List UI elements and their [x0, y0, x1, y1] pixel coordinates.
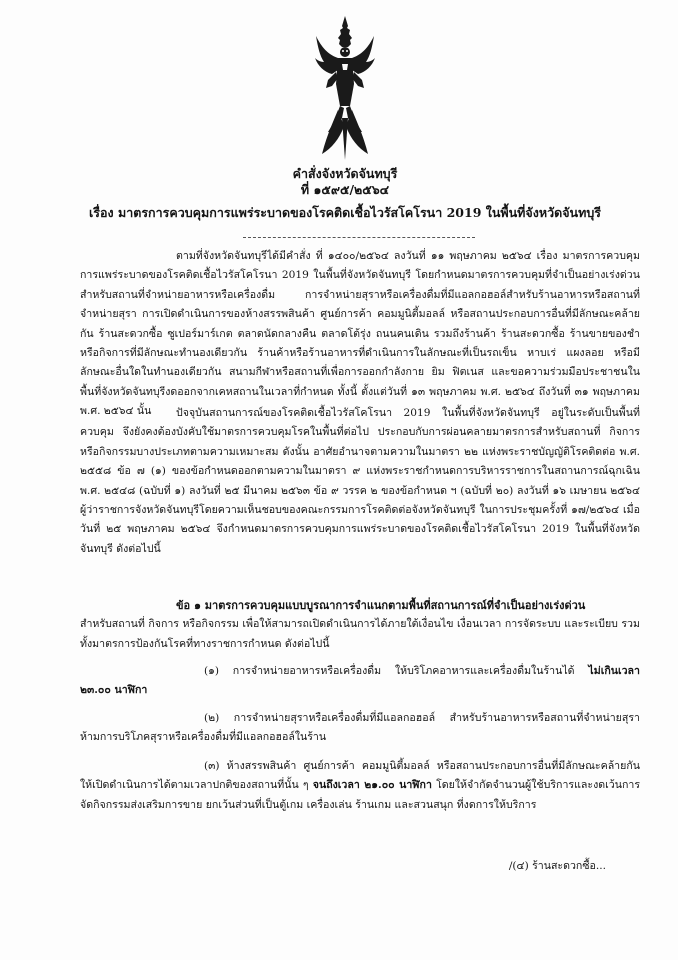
list-item-3-time: จนถึงเวลา ๒๑.๐๐ นาฬิกา	[312, 779, 432, 792]
paragraph-2: ปัจจุบันสถานการณ์ของโรคติดเชื้อไวรัสโคโรนา 2019 ในพื้นที่จังหวัดจันทบุรี อยู่ในระดับเป็นพื้นที่ควบคุม จึงยังคงต้องบังคับใช้มาตรการควบคุมโรคในพื้นที่ต่อไป ประกอบกับการผ่อนคลายมาตรการสำหรับสถานที่ กิจการ หรือกิจกรรมบางประเภทตามความเหมาะสม ดังนั้น อาศัยอำนาจตามความในมาตรา ๒๒ แห่งพระราชบัญญัติโรคติดต่อ พ.ศ. ๒๕๕๘ ข้อ ๗ (๑) ของข้อกำหนดออกตามความในมาตรา ๙ แห่งพระราชกำหนดการบริหารราชการในสถานการณ์ฉุกเฉิน พ.ศ. ๒๕๔๘ (ฉบับที่ ๑) ลงวันที่ ๒๕ มีนาคม ๒๕๖๓ ข้อ ๙ วรรค ๒ ของข้อกำหนด ฯ (ฉบับที่ ๒๐) ลงวันที่ ๑๖ เมษายน ๒๕๖๔ ผู้ว่าราชการจังหวัดจันทบุรีโดยความเห็นชอบของคณะกรรมการโรคติดต่อจังหวัดจันทบุรี ในการประชุมครั้งที่ ๑๗/๒๕๖๔ เมื่อวันที่ ๒๕ พฤษภาคม ๒๕๖๔ จึงกำหนดมาตรการควบคุมการแพร่ระบาดของโรคติดเชื้อไวรัสโคโรนา 2019 ในพื้นที่จังหวัดจันทบุรี ดังต่อไปนี้	[80, 407, 640, 555]
header-divider	[243, 237, 475, 238]
list-item-1	[80, 662, 640, 701]
clause-1-heading: ข้อ ๑ มาตรการควบคุมแบบบูรณาการจำแนกตามพื้นที่สถานการณ์ที่จำเป็นอย่างเร่งด่วน	[176, 599, 586, 612]
org-title: คำสั่งจังหวัดจันทบุรี	[292, 166, 398, 181]
list-item-2-text: (๒) การจำหน่ายสุราหรือเครื่องดื่มที่มีแอลกอฮอล์ สำหรับร้านอาหารหรือสถานที่จำหน่ายสุรา ห้ามการบริโภคสุราหรือเครื่องดื่มที่มีแอลกอฮอล์ในร้าน	[80, 712, 640, 744]
clause-1-body: สำหรับสถานที่ กิจการ หรือกิจกรรม เพื่อให้สามารถเปิดดำเนินการได้ภายใต้เงื่อนไข เงื่อนเวลา การจัดระบบ และระเบียบ รวมทั้งมาตรการป้องกันโรคที่ทางราชการกำหนด ดังต่อไปนี้	[80, 618, 640, 650]
order-number: ที่ ๑๕๙๕/๒๕๖๔	[300, 182, 390, 197]
list-item-1-time: ไม่เกินเวลา ๒๓.๐๐ นาฬิกา	[80, 665, 640, 697]
subject-line: เรื่อง มาตรการควบคุมการแพร่ระบาดของโรคติดเชื้อไวรัสโคโรนา 2019 ในพื้นที่จังหวัดจันทบุรี	[89, 205, 601, 220]
list-item-3	[80, 757, 640, 815]
list-item-2	[80, 709, 640, 748]
continuation-note: /(๔) ร้านสะดวกซื้อ...	[508, 860, 606, 872]
garuda-emblem-icon	[314, 14, 376, 162]
list-item-1-text: (๑) การจำหน่ายอาหารหรือเครื่องดื่ม ให้บริโภคอาหารและเครื่องดื่มในร้านได้	[204, 665, 575, 677]
list-item-3-text: (๓) ห้างสรรพสินค้า ศูนย์การค้า คอมมูนิตี้มอลล์ หรือสถานประกอบการอื่นที่มีลักษณะคล้ายกัน ให้เปิดดำเนินการได้ตามเวลาปกติของสถานที่นั้น ๆ	[80, 760, 640, 792]
clause-1	[80, 596, 640, 654]
list-item-3-rest: โดยให้จำกัดจำนวนผู้ใช้บริการและงดเว้นการจัดกิจกรรมส่งเสริมการขาย ยกเว้นส่วนที่เป็นตู้เกม เครื่องเล่น ร้านเกม และสวนสนุก ที่งดการให้บริการ	[80, 779, 641, 811]
paragraph-1: ตามที่จังหวัดจันทบุรีได้มีคำสั่ง ที่ ๑๔๐๐/๒๕๖๔ ลงวันที่ ๑๑ พฤษภาคม ๒๕๖๔ เรื่อง มาตรการควบคุมการแพร่ระบาดของโรคติดเชื้อไวรัสโคโรนา 2019 ในพื้นที่จังหวัดจันทบุรี โดยกำหนดมาตรการควบคุมที่จำเป็นอย่างเร่งด่วนสำหรับสถานที่จำหน่ายอาหารหรือเครื่องดื่ม การจำหน่ายสุราหรือเครื่องดื่มที่มีแอลกอฮอล์สำหรับร้านอาหารหรือสถานที่จำหน่ายสุรา การเปิดดำเนินการของห้างสรรพสินค้า ศูนย์การค้า คอมมูนิตี้มอลล์ หรือสถานประกอบการอื่นที่มีลักษณะคล้ายกัน ร้านสะดวกซื้อ ซูเปอร์มาร์เกต ตลาดนัดกลางคืน ตลาดโต้รุ่ง ถนนคนเดิน รวมถึงร้านค้า ร้านสะดวกซื้อ ร้านขายของชำ หรือกิจการที่มีลักษณะทำนองเดียวกัน ร้านค้าหรือร้านอาหารที่ดำเนินการในลักษณะที่เป็นรถเข็น หาบเร่ แผงลอย หรือมีลักษณะอื่นใดในทำนองเดียวกัน สนามกีฬาหรือสถานที่เพื่อการออกกำลังกาย ยิม ฟิตเนส และขอความร่วมมือประชาชนในพื้นที่จังหวัดจันทบุรีงดออกจากเคหสถานในเวลาที่กำหนด ทั้งนี้ ตั้งแต่วันที่ ๑๓ พฤษภาคม พ.ศ. ๒๕๖๔ ถึงวันที่ ๓๑ พฤษภาคม พ.ศ. ๒๕๖๔ นั้น	[80, 250, 640, 418]
